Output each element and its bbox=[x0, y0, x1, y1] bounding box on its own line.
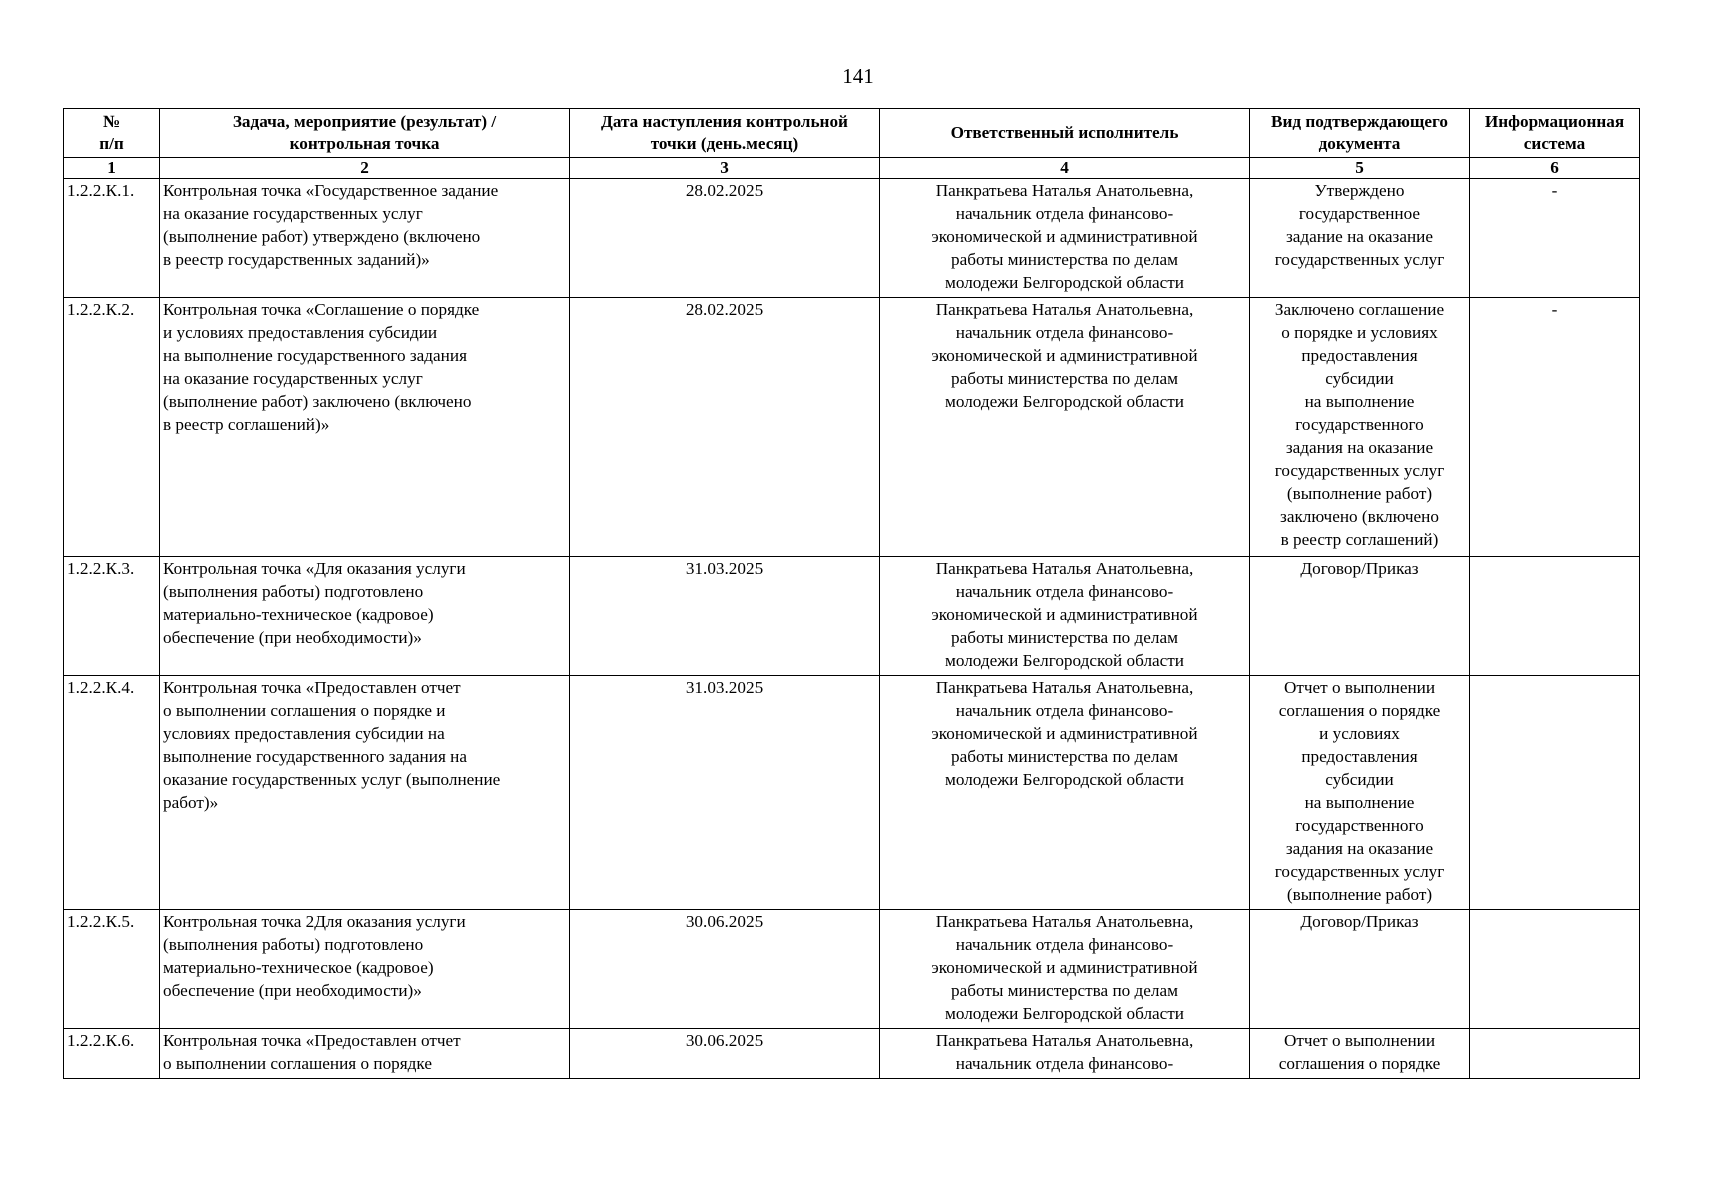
header-executor: Ответственный исполнитель bbox=[880, 109, 1250, 158]
system-cell bbox=[1470, 910, 1640, 1029]
executor-cell: Панкратьева Наталья Анатольевна, начальник отдела финансово- экономической и административной работы министерства по делам молодежи Белгородской области bbox=[880, 910, 1250, 1029]
table-row bbox=[64, 1029, 1640, 1079]
row-number: 1.2.2.К.6. bbox=[64, 1029, 160, 1079]
header-row bbox=[64, 109, 1640, 158]
row-number: 1.2.2.К.2. bbox=[64, 298, 160, 557]
date-cell: 30.06.2025 bbox=[570, 1029, 880, 1079]
column-number: 1 bbox=[64, 158, 160, 179]
date-cell: 31.03.2025 bbox=[570, 557, 880, 676]
task-cell: Контрольная точка «Соглашение о порядке и условиях предоставления субсидии на выполнение государственного задания на оказание государственных услуг (выполнение работ) заключено (включено в реестр соглашений)» bbox=[160, 298, 570, 557]
control-points-table bbox=[63, 108, 1640, 1079]
row-number: 1.2.2.К.5. bbox=[64, 910, 160, 1029]
table-row bbox=[64, 676, 1640, 910]
table-row bbox=[64, 298, 1640, 557]
task-cell: Контрольная точка 2Для оказания услуги (выполнения работы) подготовлено материально-техническое (кадровое) обеспечение (при необходимости)» bbox=[160, 910, 570, 1029]
column-number: 4 bbox=[880, 158, 1250, 179]
document-cell: Отчет о выполнении соглашения о порядке bbox=[1250, 1029, 1470, 1079]
executor-cell: Панкратьева Наталья Анатольевна, начальник отдела финансово- экономической и административной работы министерства по делам молодежи Белгородской области bbox=[880, 298, 1250, 557]
row-number: 1.2.2.К.4. bbox=[64, 676, 160, 910]
column-number: 6 bbox=[1470, 158, 1640, 179]
task-cell: Контрольная точка «Предоставлен отчет о выполнении соглашения о порядке bbox=[160, 1029, 570, 1079]
column-number-row bbox=[64, 158, 1640, 179]
task-cell: Контрольная точка «Для оказания услуги (выполнения работы) подготовлено материально-техническое (кадровое) обеспечение (при необходимости)» bbox=[160, 557, 570, 676]
header-date: Дата наступления контрольной точки (день.месяц) bbox=[570, 109, 880, 158]
executor-cell: Панкратьева Наталья Анатольевна, начальник отдела финансово- экономической и административной работы министерства по делам молодежи Белгородской области bbox=[880, 676, 1250, 910]
column-number: 3 bbox=[570, 158, 880, 179]
column-number: 5 bbox=[1250, 158, 1470, 179]
header-system: Информационная система bbox=[1470, 109, 1640, 158]
executor-cell: Панкратьева Наталья Анатольевна, начальник отдела финансово- bbox=[880, 1029, 1250, 1079]
row-number: 1.2.2.К.1. bbox=[64, 179, 160, 298]
document-cell: Утверждено государственное задание на оказание государственных услуг bbox=[1250, 179, 1470, 298]
executor-cell: Панкратьева Наталья Анатольевна, начальник отдела финансово- экономической и административной работы министерства по делам молодежи Белгородской области bbox=[880, 557, 1250, 676]
table-row bbox=[64, 179, 1640, 298]
document-cell: Заключено соглашение о порядке и условиях предоставления субсидии на выполнение государственного задания на оказание государственных услуг (выполнение работ) заключено (включено в реестр соглашений) bbox=[1250, 298, 1470, 557]
header-document: Вид подтверждающего документа bbox=[1250, 109, 1470, 158]
document-cell: Договор/Приказ bbox=[1250, 910, 1470, 1029]
document-cell: Договор/Приказ bbox=[1250, 557, 1470, 676]
system-cell: - bbox=[1470, 179, 1640, 298]
executor-cell: Панкратьева Наталья Анатольевна, начальник отдела финансово- экономической и административной работы министерства по делам молодежи Белгородской области bbox=[880, 179, 1250, 298]
date-cell: 28.02.2025 bbox=[570, 179, 880, 298]
header-task: Задача, мероприятие (результат) / контрольная точка bbox=[160, 109, 570, 158]
page-number: 141 bbox=[842, 64, 874, 88]
table-row bbox=[64, 557, 1640, 676]
system-cell bbox=[1470, 1029, 1640, 1079]
table-row bbox=[64, 910, 1640, 1029]
date-cell: 30.06.2025 bbox=[570, 910, 880, 1029]
system-cell: - bbox=[1470, 298, 1640, 557]
task-cell: Контрольная точка «Предоставлен отчет о выполнении соглашения о порядке и условиях предоставления субсидии на выполнение государственного задания на оказание государственных услуг (выполнение работ)» bbox=[160, 676, 570, 910]
date-cell: 31.03.2025 bbox=[570, 676, 880, 910]
document-cell: Отчет о выполнении соглашения о порядке и условиях предоставления субсидии на выполнение государственного задания на оказание государственных услуг (выполнение работ) bbox=[1250, 676, 1470, 910]
date-cell: 28.02.2025 bbox=[570, 298, 880, 557]
column-number: 2 bbox=[160, 158, 570, 179]
header-num: № п/п bbox=[64, 109, 160, 158]
system-cell bbox=[1470, 676, 1640, 910]
row-number: 1.2.2.К.3. bbox=[64, 557, 160, 676]
system-cell bbox=[1470, 557, 1640, 676]
task-cell: Контрольная точка «Государственное задание на оказание государственных услуг (выполнение работ) утверждено (включено в реестр государственных заданий)» bbox=[160, 179, 570, 298]
